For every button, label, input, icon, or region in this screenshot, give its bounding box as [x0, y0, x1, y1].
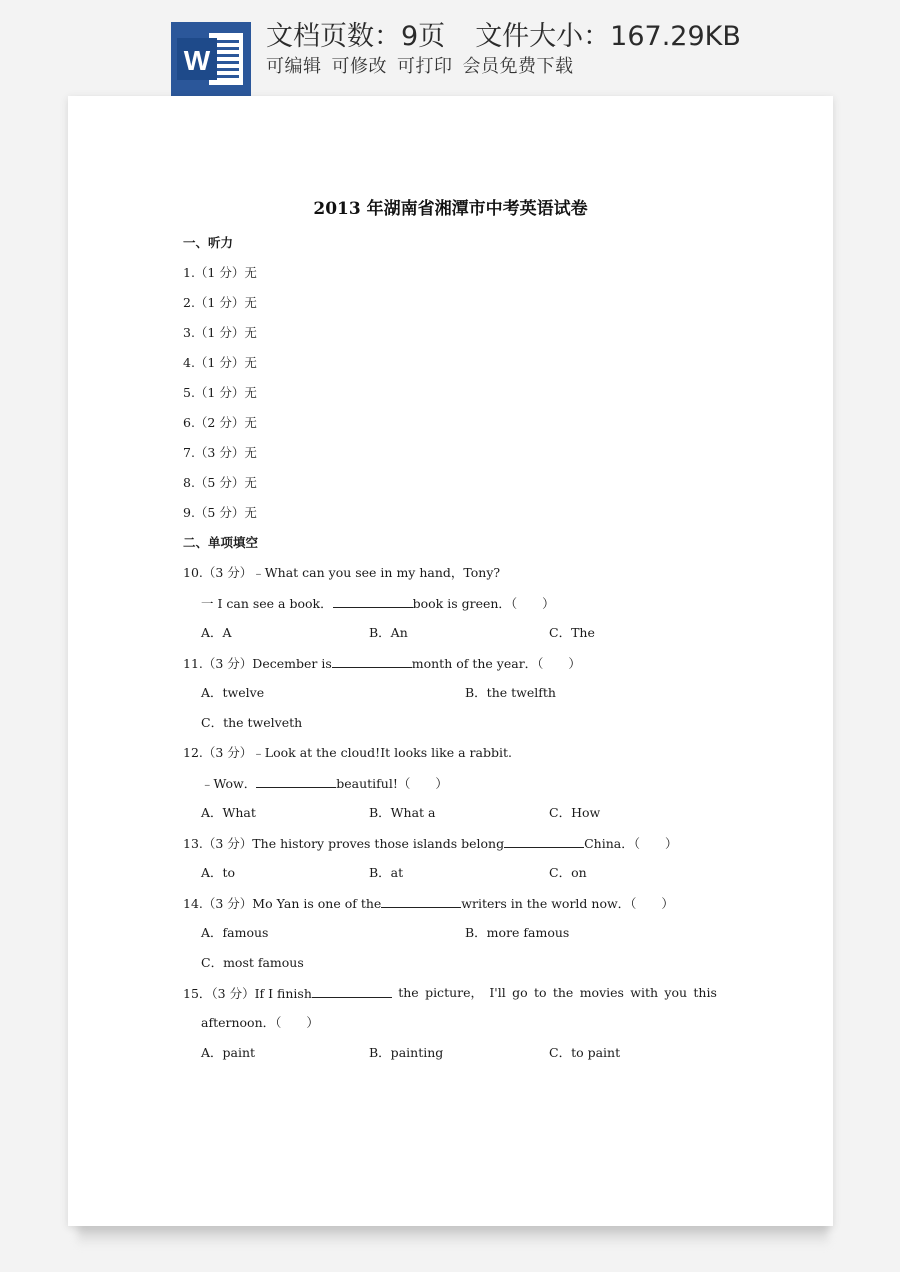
- q15-option-b: B．painting: [369, 1045, 444, 1060]
- q13-option-b: B．at: [369, 865, 404, 880]
- q15-option-a: A．paint: [201, 1045, 256, 1060]
- q10-line2-pre: 一 I can see a book．: [201, 596, 333, 611]
- q15-word: the: [398, 985, 419, 1000]
- listening-item: 2.（1 分）无: [183, 295, 257, 310]
- q12-option-b: B．What a: [369, 805, 436, 820]
- document-title: 2013 年湖南省湘潭市中考英语试卷: [313, 199, 588, 219]
- q15-word: I'll: [489, 985, 506, 1000]
- q10-option-b: B．An: [369, 625, 408, 640]
- listening-item: 1.（1 分）无: [183, 265, 257, 280]
- logo-letter: W: [183, 45, 211, 76]
- paper-shadow: [78, 1224, 828, 1246]
- answer-blank: [256, 774, 336, 788]
- file-size: 文件大小：167.29KB: [475, 21, 741, 52]
- q13-stem-post: China．（ ）: [584, 836, 678, 851]
- question-14-stem: [183, 894, 674, 913]
- page-count: 文档页数：9页: [266, 21, 446, 52]
- question-10-stem: 10.（3 分）﹣What can you see in my hand，Tony?: [183, 565, 501, 580]
- q15-word: with: [630, 985, 659, 1000]
- question-10-line2: [201, 594, 555, 613]
- answer-blank: [333, 594, 413, 608]
- q14-stem-pre: 14.（3 分）Mo Yan is one of the: [183, 896, 382, 911]
- q15-option-c: C．to paint: [549, 1045, 621, 1060]
- q10-line2-post: book is green．（ ）: [412, 596, 555, 611]
- q14-option-a: A．famous: [201, 925, 269, 940]
- listening-item: 7.（3 分）无: [183, 445, 257, 460]
- listening-item: 6.（2 分）无: [183, 415, 257, 430]
- q11-stem-pre: 11.（3 分）December is: [183, 656, 332, 671]
- section-heading-listening: 一、听力: [183, 235, 234, 250]
- feature-modifiable: 可修改: [331, 56, 387, 77]
- listening-item: 9.（5 分）无: [183, 505, 257, 520]
- q15-word: you: [664, 985, 688, 1000]
- feature-printable: 可打印: [397, 56, 453, 77]
- q14-option-c: C．most famous: [201, 955, 304, 970]
- feature-free-download: 会员免费下载: [462, 56, 574, 77]
- q15-word: 15．（3 分）If I finish: [183, 986, 312, 1001]
- q15-word: to: [533, 985, 547, 1000]
- q14-stem-post: writers in the world now．（ ）: [461, 896, 674, 911]
- q12-line2-post: beautiful!（ ）: [336, 776, 448, 791]
- answer-blank: [504, 834, 584, 848]
- q15-word: this: [693, 985, 717, 1000]
- q15-word: movies: [579, 985, 624, 1000]
- word-document-icon: [171, 22, 251, 96]
- listening-item: 5.（1 分）无: [183, 385, 257, 400]
- listening-item: 4.（1 分）无: [183, 355, 257, 370]
- question-15-stem: [183, 984, 717, 1003]
- question-11-stem: [183, 654, 581, 673]
- answer-blank: [332, 654, 412, 668]
- q15-word: the: [552, 985, 574, 1000]
- q15-word: go: [512, 985, 528, 1000]
- q11-option-c: C．the twelveth: [201, 715, 303, 730]
- feature-editable: 可编辑: [266, 56, 322, 77]
- question-13-stem: [183, 834, 677, 853]
- q12-option-c: C．How: [549, 805, 601, 820]
- q11-option-b: B．the twelfth: [465, 685, 556, 700]
- q14-option-b: B．more famous: [465, 925, 570, 940]
- section-heading-single-choice: 二、单项填空: [183, 535, 259, 550]
- listening-item: 8.（5 分）无: [183, 475, 257, 490]
- q10-option-a: A．A: [201, 625, 232, 640]
- question-12-line2: [201, 774, 448, 793]
- answer-blank: [312, 984, 392, 998]
- file-info: [266, 19, 741, 55]
- q11-option-a: A．twelve: [201, 685, 265, 700]
- q12-option-a: A．What: [201, 805, 256, 820]
- question-12-stem: 12.（3 分）﹣Look at the cloud!It looks like a rabbit.: [183, 745, 512, 760]
- listening-item: 3.（1 分）无: [183, 325, 257, 340]
- feature-list: [266, 54, 584, 80]
- q10-option-c: C．The: [549, 625, 595, 640]
- question-15-line2: afternoon．（ ）: [201, 1015, 319, 1030]
- q13-stem-pre: 13.（3 分）The history proves those islands belong: [183, 836, 505, 851]
- q13-option-c: C．on: [549, 865, 587, 880]
- document-page: [68, 96, 833, 1226]
- q12-line2-pre: ﹣Wow．: [201, 776, 257, 791]
- q13-option-a: A．to: [201, 865, 236, 880]
- q15-stem-pre: [183, 984, 392, 1003]
- q11-stem-post: month of the year．（ ）: [411, 656, 581, 671]
- q15-word: picture，: [425, 985, 484, 1000]
- answer-blank: [381, 894, 461, 908]
